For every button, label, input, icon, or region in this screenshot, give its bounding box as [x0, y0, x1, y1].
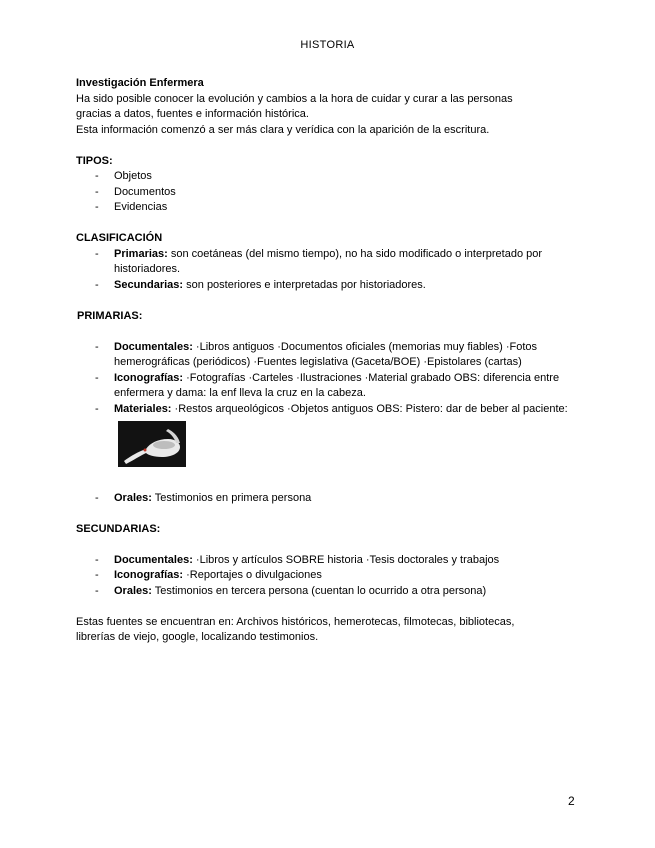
- primarias-iconografias-text: ·Fotografías ·Carteles ·Ilustraciones ·Material grabado OBS: diferencia entre enfermera y dama: la enf lleva la cruz en la cabeza.: [114, 371, 560, 399]
- primarias-documentales-text: ·Libros antiguos ·Documentos oficiales (memorias muy fiables) ·Fotos hemerográficas (periódicos) ·Fuentes legislativa (Gaceta/BOE) ·Epistolares (cartas): [114, 340, 538, 368]
- primarias-materiales-text: ·Restos arqueológicos ·Objetos antiguos OBS: Pistero: dar de beber al paciente:: [171, 402, 568, 415]
- primarias-documentales-label: Documentales:: [114, 340, 193, 353]
- clasificacion-heading: CLASIFICACIÓN: [76, 232, 163, 244]
- primarias-text: son coetáneas (del mismo tiempo), no ha sido modificado o interpretado por historiadores.: [114, 247, 543, 275]
- list-item: [76, 247, 586, 278]
- tipos-list: [76, 169, 586, 216]
- secundarias-iconografias-text: ·Reportajes o divulgaciones: [183, 569, 322, 581]
- list-item: [76, 584, 586, 600]
- page-header-title: HISTORIA: [300, 39, 355, 51]
- page-number: 2: [568, 794, 575, 808]
- primarias-list: [76, 340, 586, 468]
- list-item: - Documentos: [76, 185, 586, 201]
- secundarias-heading: SECUNDARIAS:: [76, 522, 161, 535]
- primarias-label: Primarias:: [114, 247, 168, 260]
- pistero-icon: [118, 421, 186, 467]
- secundarias-documentales-text: ·Libros y artículos SOBRE historia ·Tesis doctorales y trabajos: [192, 553, 500, 566]
- list-item: [76, 402, 586, 468]
- clasificacion-list: [76, 247, 586, 294]
- list-item: - Objetos: [76, 169, 586, 185]
- conclusion-line-1: Estas fuentes se encuentran en: Archivos históricos, hemerotecas, filmotecas, bibliotecas,: [76, 615, 515, 628]
- tipos-heading: TIPOS:: [76, 154, 113, 167]
- list-item: [76, 340, 586, 371]
- intro-line-2: gracias a datos, fuentes e información histórica.: [76, 108, 309, 120]
- primarias-materiales-label: Materiales:: [114, 402, 172, 415]
- secundarias-documentales-label: Documentales:: [114, 553, 193, 566]
- list-item: [76, 278, 586, 294]
- conclusion-line-2: librerías de viejo, google, localizando testimonios.: [76, 631, 319, 643]
- secundarias-orales-label: Orales:: [114, 584, 152, 597]
- intro-line-1: Ha sido posible conocer la evolución y cambios a la hora de cuidar y curar a las personas: [76, 92, 513, 105]
- list-item: [76, 568, 586, 584]
- secundarias-label: Secundarias:: [114, 278, 184, 291]
- secundarias-list: [76, 553, 586, 600]
- primarias-orales-label: Orales:: [114, 491, 152, 504]
- list-item: [76, 491, 586, 507]
- primarias-orales-list: [76, 491, 586, 507]
- list-item: [76, 371, 586, 402]
- primarias-heading: PRIMARIAS:: [77, 309, 143, 322]
- page-content: [76, 76, 586, 646]
- secundarias-iconografias-label: Iconografías:: [114, 569, 184, 581]
- intro-line-3: Esta información comenzó a ser más clara y verídica con la aparición de la escritura.: [76, 123, 490, 136]
- list-item: - Evidencias: [76, 200, 586, 216]
- secundarias-orales-text: Testimonios en tercera persona (cuentan lo ocurrido a otra persona): [151, 584, 487, 597]
- secundarias-text: son posteriores e interpretadas por historiadores.: [183, 278, 426, 291]
- primarias-orales-text: Testimonios en primera persona: [151, 491, 312, 504]
- pistero-image: [118, 421, 186, 467]
- list-item: [76, 553, 586, 569]
- intro-heading: Investigación Enfermera: [76, 77, 204, 89]
- primarias-iconografias-label: Iconografías:: [114, 371, 184, 384]
